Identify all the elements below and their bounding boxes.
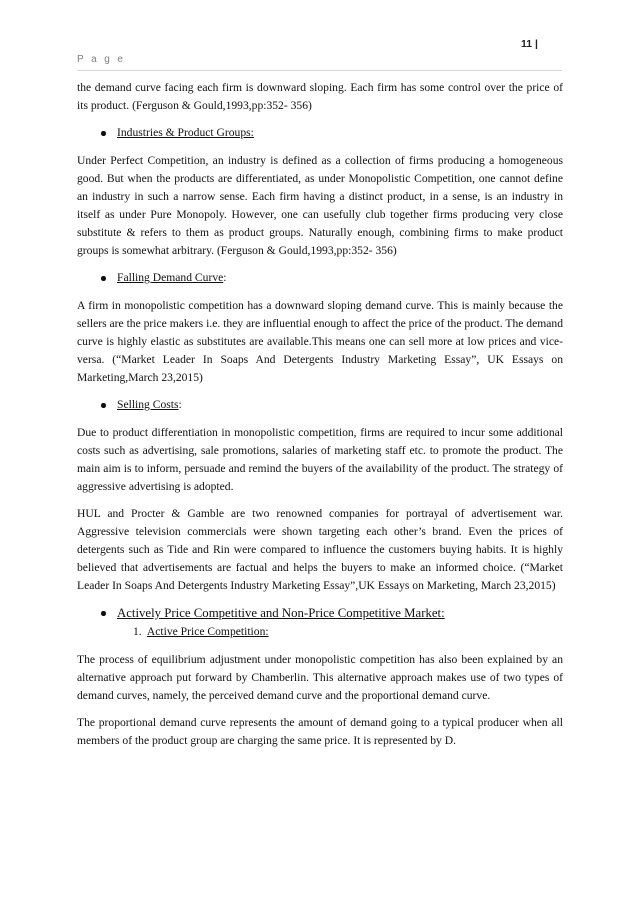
paragraph-industries: Under Perfect Competition, an industry is defined as a collection of firms producing a homogeneous good. But when the products are differentiated, as under Monopolistic Competition, one cannot define an industry in such a narrow sense. Each firm having a distinct product, in a sense, is an industry in itself as under Pure Monopoly. However, one can usefully club together firms producing very close substitute & refers to them as product groups. Naturally enough, combining firms to make product groups is somewhat arbitrary. (Ferguson & Gould,1993,pp:352- 356) — [77, 154, 563, 257]
page-number: 11 | — [521, 38, 538, 50]
paragraph-falling-demand: A firm in monopolistic competition has a downward sloping demand curve. This is mainly because the sellers are the price makers i.e. they are influential enough to affect the price of the product. The demand curve is highly elastic as substitutes are available.This means one can sell more at low prices and vice-versa. (“Market Leader In Soaps And Detergents Industry Marketing Essay”, UK Essays on Marketing,March 23,2015) — [77, 299, 563, 384]
bullet-price-competitive-label: Actively Price Competitive and Non-Price Competitive Market: — [117, 606, 445, 620]
paragraph-intro: the demand curve facing each firm is downward sloping. Each firm has some control over the price of its product. (Ferguson & Gould,1993,pp:352- 356) — [77, 81, 563, 112]
bullet-price-competitive — [77, 604, 563, 622]
bullet-falling-demand-colon: : — [223, 271, 227, 284]
bullet-industries-label: Industries & Product Groups: — [117, 126, 254, 139]
paragraph-equilibrium: The process of equilibrium adjustment under monopolistic competition has also been explained by an alternative approach put forward by Chamberlin. This alternative approach makes use of two types of demand curves, namely, the perceived demand curve and the proportional demand curve. — [77, 653, 563, 702]
page-label: P a g e — [77, 54, 126, 65]
numbered-item-label: Active Price Competition: — [146, 625, 269, 638]
bullet-falling-demand — [77, 269, 563, 287]
paragraph-hul-pg: HUL and Procter & Gamble are two renowned companies for portrayal of advertisement war. Aggressive television commercials were shown targeting each other’s brand. Even the prices of detergents such as Tide and Rin were compared to influence the customers buying habits. It is highly believed that advertisements are factual and helps the buyers to make an informed choice. (“Market Leader In Soaps And Detergents Industry Marketing Essay”,UK Essays on Marketing, March 23,2015) — [77, 507, 563, 592]
page-header — [77, 38, 562, 71]
numbered-item-number: 1. — [133, 625, 142, 638]
paragraph-selling-costs: Due to product differentiation in monopolistic competition, firms are required to incur some additional costs such as advertising, sale promotions, salaries of marketing staff etc. to promote the product. The main aim is to inform, persuade and remind the buyers of the availability of the product. The strategy of aggressive advertising is adopted. — [77, 426, 563, 493]
document-body — [77, 79, 563, 759]
bullet-industries — [77, 124, 563, 142]
bullet-falling-demand-label: Falling Demand Curve — [117, 271, 224, 284]
bullet-selling-costs-colon: : — [178, 398, 182, 411]
bullet-selling-costs — [77, 396, 563, 414]
bullet-selling-costs-label: Selling Costs — [117, 398, 179, 411]
paragraph-proportional-demand: The proportional demand curve represents the amount of demand going to a typical producer when all members of the product group are charging the same price. It is represented by D. — [77, 716, 563, 747]
numbered-item-active-price — [77, 623, 563, 641]
